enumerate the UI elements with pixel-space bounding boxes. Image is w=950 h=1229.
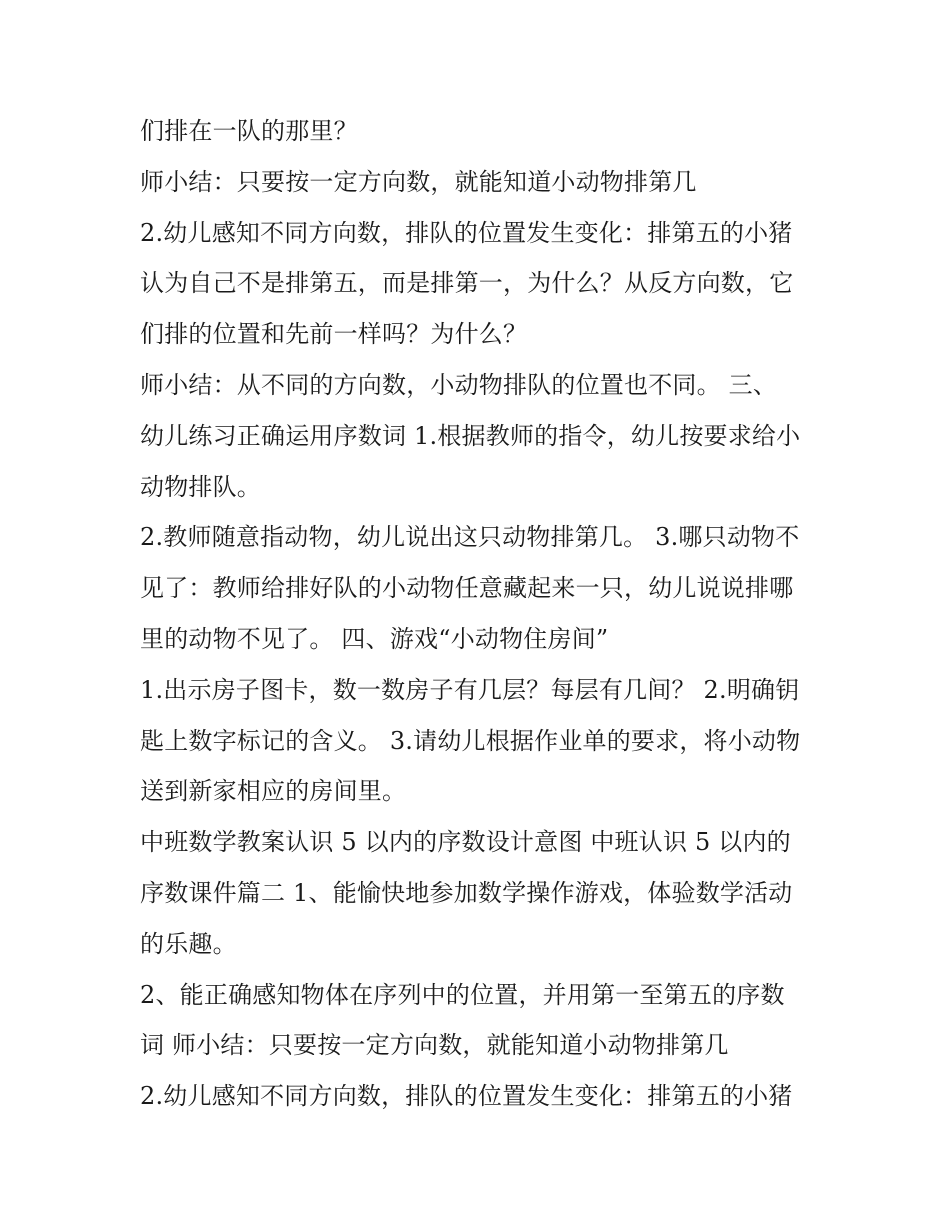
text-line: 们排在一队的那里？	[140, 117, 358, 145]
text-line: 师小结：只要按一定方向数，就能知道小动物排第几	[140, 167, 697, 196]
text-line: 动物排队。	[140, 472, 261, 501]
text-line: 序数课件篇二 1、能愉快地参加数学操作游戏，体验数学活动	[140, 878, 793, 907]
text-line: 匙上数字标记的含义。 3.请幼儿根据作业单的要求，将小动物	[140, 726, 801, 755]
text-line: 师小结：从不同的方向数，小动物排队的位置也不同。 三、	[140, 370, 778, 399]
text-line: 2.教师随意指动物，幼儿说出这只动物排第几。 3.哪只动物不	[140, 523, 800, 552]
text-line: 的乐趣。	[140, 929, 237, 958]
text-line: 2.幼儿感知不同方向数，排队的位置发生变化：排第五的小猪	[140, 218, 793, 247]
text-line: 们排的位置和先前一样吗？为什么？	[140, 320, 528, 349]
text-line: 词 师小结：只要按一定方向数，就能知道小动物排第几	[140, 1031, 729, 1060]
text-line: 送到新家相应的房间里。	[140, 777, 407, 806]
text-line: 见了：教师给排好队的小动物任意藏起来一只，幼儿说说排哪	[140, 574, 794, 603]
text-line: 2.幼儿感知不同方向数，排队的位置发生变化：排第五的小猪	[140, 1082, 793, 1111]
text-line: 2、能正确感知物体在序列中的位置，并用第一至第五的序数	[140, 980, 785, 1009]
text-line: 认为自己不是排第五，而是排第一，为什么？从反方向数，它	[140, 269, 794, 298]
text-line: 幼儿练习正确运用序数词 1.根据教师的指令，幼儿按要求给小	[140, 421, 801, 450]
text-line: 中班数学教案认识 5 以内的序数设计意图 中班认识 5 以内的	[140, 828, 791, 857]
text-line: 1.出示房子图卡，数一数房子有几层？每层有几间？ 2.明确钥	[140, 675, 800, 704]
text-line: 里的动物不见了。 四、游戏“小动物住房间”	[140, 624, 609, 653]
document-body	[140, 106, 820, 1122]
